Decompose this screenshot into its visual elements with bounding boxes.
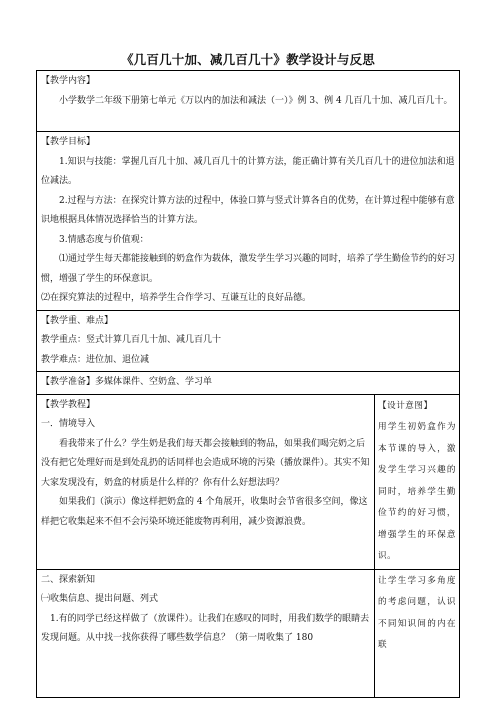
key-point-text: 教学重点：竖式计算几百几十加、减几百几十: [41, 335, 222, 345]
teaching-content-row: [37, 71, 460, 132]
teaching-goals-row: [37, 132, 460, 311]
explore-row: [37, 569, 460, 697]
design-intent-header: 【设计意图】: [378, 400, 433, 411]
section-1-paragraph-2: 如果我们（演示）像这样把奶盒的 4 个角展开，收集时会节省很多空间，像这样把它收集起来不但不会污染环境还能废物再利用，减少资源浪费。: [41, 497, 368, 527]
section-1-paragraph-1: 看我带来了什么？学生奶是我们每天都会接触到的物品，如果我们喝完奶之后没有把它处理好而是到处乱扔的话同样也会造成环境的污染（播放课件）。其实不知大家发现没有，奶盒的材质是什么样的？你有什么好想法吗？: [41, 438, 370, 488]
goal-attitude-item-2: ⑵在探究算法的过程中，培养学生合作学习、互谦互让的良好品德。: [41, 293, 312, 303]
goal-process-methods: 2.过程与方法：在探究计算方法的过程中，体验口算与竖式计算各自的优势，在计算过程中能够有意识地根据具体情况选择恰当的计算方法。: [41, 195, 455, 225]
teaching-content-header: 【教学内容】: [41, 76, 96, 86]
section-2-paragraph-1: 1.有的同学已经这样做了（放课件）。让我们在感叹的同时，用我们数学的眼睛去发现问题。从中找一找你获得了哪些数学信息？（第一周收集了 180: [41, 613, 370, 643]
teaching-process-header: 【教学教程】: [41, 399, 96, 410]
teaching-preparation-row: [37, 372, 460, 395]
teaching-content-text: 小学数学二年级下册第七单元《万以内的加法和减法（一）》例 3、例 4 几百几十加、减几百几十。: [59, 95, 453, 106]
section-2-heading: 二、探索新知: [41, 574, 96, 585]
section-1-heading: 一．情境导入: [41, 419, 96, 429]
teaching-goals-header: 【教学目标】: [41, 137, 96, 147]
document-title: 《几百几十加、减几百几十》教学设计与反思: [120, 52, 375, 67]
difficult-point-text: 教学难点：进位加、退位减: [41, 354, 150, 365]
design-intent-text: 用学生初奶盒作为本节课的导入，激发学生学习兴趣的同时，培养学生勤俭节约的好习惯，增强学生的环保意识。: [378, 422, 457, 561]
lesson-plan-table: [36, 70, 460, 698]
goal-attitude-item-1: ⑴通过学生每天都能接触到的奶盒作为载体，激发学生学习兴趣的同时，培养了学生勤俭节约的好习惯，增强了学生的环保意识。: [41, 254, 456, 284]
section-2-subheading: ㈠收集信息、提出问题、列式: [41, 594, 159, 604]
goal-attitude-values: 3.情感态度与价值观：: [59, 234, 149, 245]
key-points-header: 【教学重、难点】: [41, 315, 114, 326]
explore-design-intent-text: 让学生学习多角度的考虑问题，认识不同知识间的内在联: [378, 575, 457, 650]
key-difficult-points-row: [37, 310, 460, 372]
teaching-process-row: [37, 394, 460, 569]
teaching-preparation-text: 【教学准备】多媒体课件、空奶盒、学习单: [41, 377, 213, 387]
goal-knowledge-skills: 1.知识与技能：掌握几百几十加、减几百几十的计算方法，能正确计算有关几百几十的进位加法和退位减法。: [41, 156, 455, 186]
